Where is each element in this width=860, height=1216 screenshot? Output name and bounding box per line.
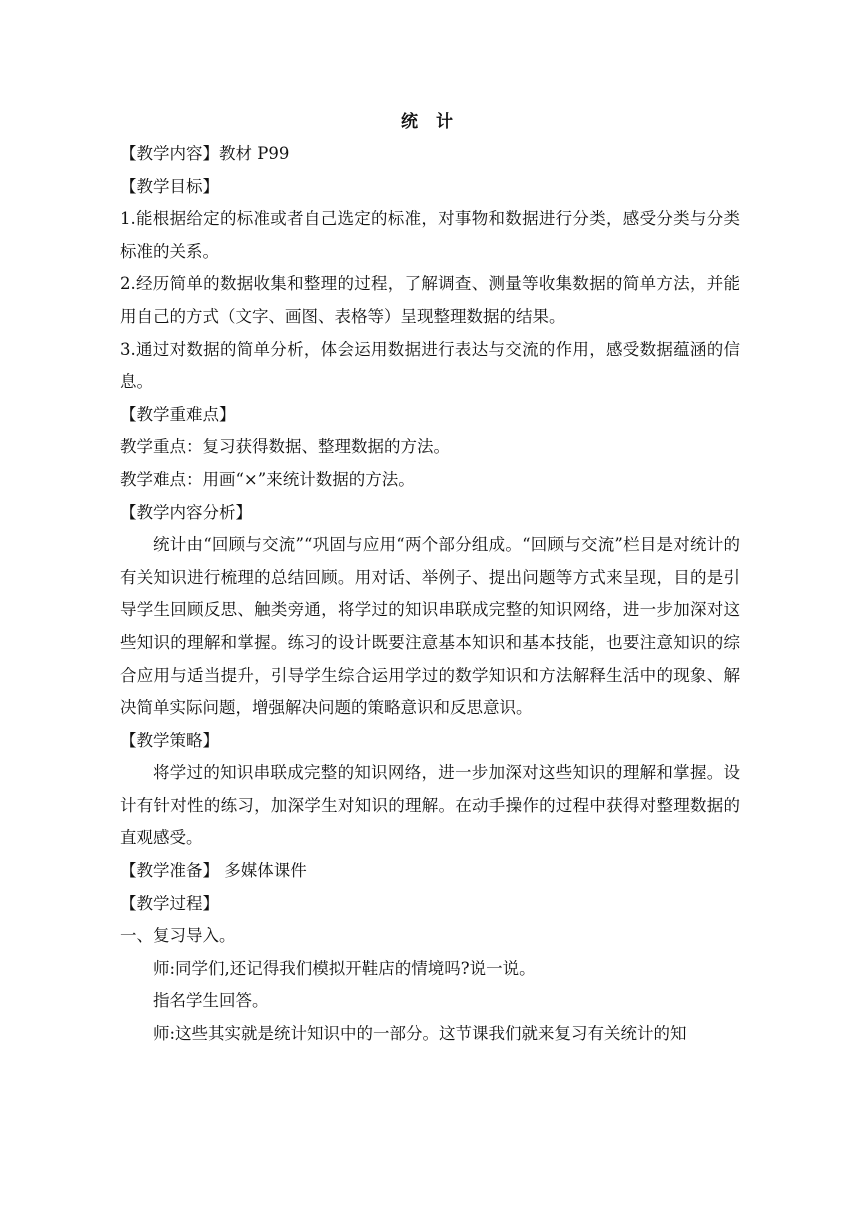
process-heading: 【教学过程】 xyxy=(120,893,219,913)
difficult-point-line: 教学难点：用画“×”来统计数据的方法。 xyxy=(120,469,415,489)
teaching-content-line: 【教学内容】教材 P99 xyxy=(120,144,290,163)
step-1-heading: 一、复习导入。 xyxy=(120,926,236,946)
goals-heading: 【教学目标】 xyxy=(120,176,219,196)
strategy-heading: 【教学策略】 xyxy=(120,730,219,750)
document-body xyxy=(120,106,740,1051)
goal-item-2: 2.经历简单的数据收集和整理的过程，了解调查、测量等收集数据的简单方法，并能用自己的方式（文字、画图、表格等）呈现整理数据的结果。 xyxy=(120,274,740,326)
teacher-line-1: 师:同学们,还记得我们模拟开鞋店的情境吗?说一说。 xyxy=(153,958,536,978)
strategy-paragraph: 将学过的知识串联成完整的知识网络，进一步加深对这些知识的理解和掌握。设计有针对性的练习，加深学生对知识的理解。在动手操作的过程中获得对整理数据的直观感受。 xyxy=(120,763,740,848)
analysis-paragraph: 统计由“回顾与交流”“巩固与应用“两个部分组成。“回顾与交流”栏目是对统计的有关知识进行梳理的总结回顾。用对话、举例子、提出问题等方式来呈现，目的是引导学生回顾反思、触类旁通，将学过的知识串联成完整的知识网络，进一步加深对这些知识的理解和掌握。练习的设计既要注意基本知识和基本技能，也要注意知识的综合应用与适当提升，引导学生综合运用学过的数学知识和方法解释生活中的现象、解决简单实际问题，增强解决问题的策略意识和反思意识。 xyxy=(120,535,740,718)
teacher-line-2: 师:这些其实就是统计知识中的一部分。这节课我们就来复习有关统计的知 xyxy=(153,1024,687,1044)
key-points-heading: 【教学重难点】 xyxy=(120,404,236,424)
goal-item-3: 3.通过对数据的简单分析，体会运用数据进行表达与交流的作用，感受数据蕴涵的信息。 xyxy=(120,339,740,392)
analysis-heading: 【教学内容分析】 xyxy=(120,502,252,522)
goal-item-1: 1.能根据给定的标准或者自己选定的标准，对事物和数据进行分类，感受分类与分类标准的关系。 xyxy=(120,209,740,261)
key-point-line: 教学重点：复习获得数据、整理数据的方法。 xyxy=(120,437,450,457)
page-title: 统 计 xyxy=(401,112,459,132)
preparation-line: 【教学准备】 多媒体课件 xyxy=(120,861,307,881)
student-answer-line: 指名学生回答。 xyxy=(153,991,269,1011)
